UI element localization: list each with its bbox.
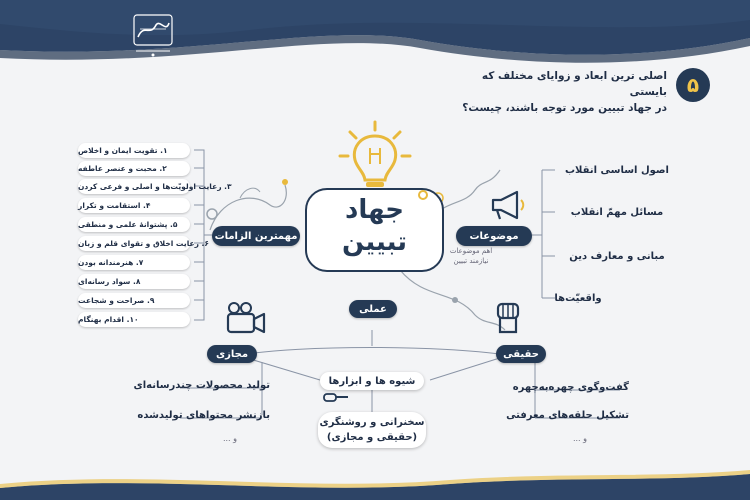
megaphone-icon bbox=[487, 188, 527, 222]
real-item-2: تشکیل حلقه‌های معرفتی bbox=[506, 410, 629, 421]
requirement-item-2: ۲. محبت و عنصر عاطفه bbox=[78, 161, 190, 176]
practical-label: عملی bbox=[349, 300, 397, 318]
center-title-bottom: تبیین bbox=[342, 227, 407, 257]
topic-item-1: اصول اساسی انقلاب bbox=[565, 164, 669, 176]
requirement-item-4: ۴. استقامت و تکرار bbox=[78, 198, 190, 213]
center-title-frame bbox=[305, 188, 444, 272]
requirement-item-5: ۵. پشتوانهٔ علمی و منطقی bbox=[78, 217, 190, 232]
question-line-2: در جهاد تبیین مورد توجه باشند، چیست؟ bbox=[462, 102, 667, 114]
video-camera-icon bbox=[222, 300, 270, 340]
real-etc: و ... bbox=[572, 434, 588, 443]
virtual-item-1: تولید محصولات چندرسانه‌ای bbox=[133, 380, 270, 391]
center-subtitle-line-1: اهم موضوعات bbox=[449, 247, 493, 255]
virtual-item-2: بازنشر محتواهای تولیدشده bbox=[137, 410, 270, 421]
requirement-item-1: ۱. تقویت ایمان و اخلاص bbox=[78, 143, 190, 158]
topic-item-2: مسائل مهمّ انقلاب bbox=[570, 206, 664, 218]
requirement-item-9: ۹. صراحت و شجاعت bbox=[78, 293, 190, 308]
center-title-top: جهاد bbox=[344, 195, 404, 225]
question-number-badge: ۵ bbox=[676, 68, 710, 102]
requirements-label: مهمترین الزامات bbox=[212, 226, 300, 246]
methods-tools-label: شیوه ها و ابزارها bbox=[320, 372, 424, 390]
raised-fist-icon bbox=[488, 296, 528, 338]
requirement-item-6: ۶. رعایت اخلاق و تقوای قلم و زبان bbox=[78, 236, 190, 251]
virtual-label: مجازی bbox=[207, 345, 257, 363]
topics-label: موضوعات bbox=[456, 226, 532, 246]
topic-item-3: مبانی و معارف دین bbox=[569, 250, 665, 262]
microphone-icon bbox=[322, 386, 352, 410]
footer-wave-band bbox=[0, 466, 750, 500]
center-subtitle-line-2: نیازمند تبیین bbox=[453, 257, 489, 265]
common-method-box bbox=[318, 412, 426, 448]
requirement-item-10: ۱۰. اقدام بهنگام bbox=[78, 312, 190, 327]
requirement-item-8: ۸. سواد رسانه‌ای bbox=[78, 274, 190, 289]
virtual-etc: و ... bbox=[222, 434, 238, 443]
real-item-1: گفت‌وگوی چهره‌به‌چهره bbox=[512, 382, 629, 393]
requirement-item-7: ۷. هنرمندانه بودن bbox=[78, 255, 190, 270]
topic-item-4: واقعیّت‌ها bbox=[554, 292, 602, 304]
real-label: حقیقی bbox=[496, 345, 546, 363]
requirement-item-3: ۳. رعایت اولویّت‌ها و اصلی و فرعی کردن bbox=[78, 179, 190, 194]
common-method-line-2: (حقیقی و مجازی) bbox=[326, 432, 418, 443]
center-subtitle bbox=[440, 246, 502, 266]
gear-icon bbox=[207, 209, 217, 219]
question-line-1: اصلی ترین ابعاد و زوایای مختلف که بایستی bbox=[481, 70, 667, 98]
common-method-line-1: سخنرانی و روشنگری bbox=[319, 417, 425, 428]
gear-icon bbox=[418, 190, 428, 200]
